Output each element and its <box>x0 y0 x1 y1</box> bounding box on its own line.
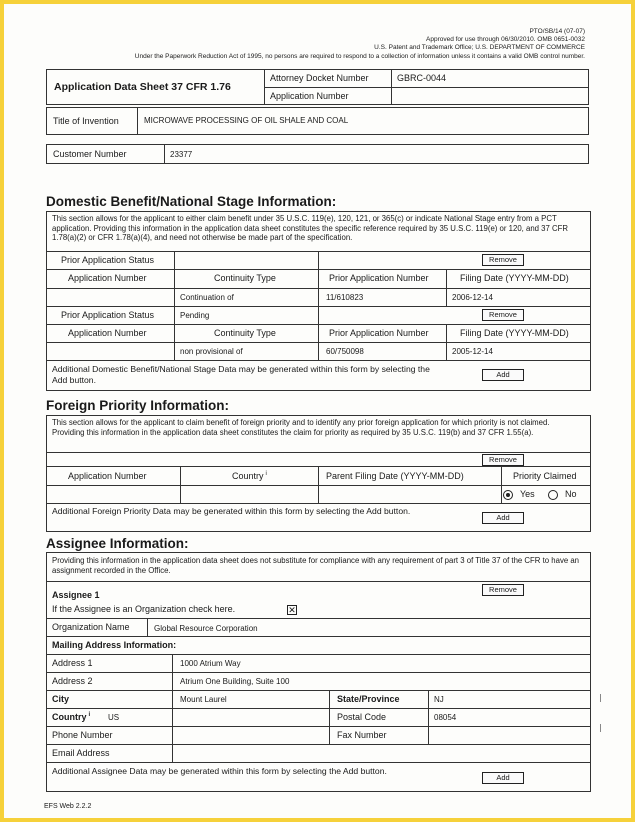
state-label: State/Province <box>337 694 400 704</box>
prior-status-label: Prior Application Status <box>61 255 155 265</box>
col-filing-date: Filing Date (YYYY-MM-DD) <box>460 273 569 283</box>
docket-label: Attorney Docket Number <box>270 73 369 83</box>
foreign-add-button[interactable]: Add <box>482 512 524 524</box>
continuity-type-value[interactable]: non provisional of <box>180 347 243 356</box>
domestic-intro: This section allows for the applicant to either claim benefit under 35 U.S.C. 119(e), 120, 121, or 365(c) or indicate National Stage entry from a PCT application. Providing this information in the application data sheet constitutes the specific reference required by 35 U.S.C. 119(e) or 120, and 37 CFR 1.78(a)(2) or CFR 1.78(a)(4), and need not otherwise be made part of the specification. <box>52 214 569 243</box>
mailing-address-label: Mailing Address Information: <box>52 640 177 650</box>
domestic-add-button[interactable]: Add <box>482 369 524 381</box>
prior-application-value[interactable]: 11/610823 <box>326 293 364 302</box>
assignee-remove-button[interactable]: Remove <box>482 584 524 596</box>
invention-value[interactable]: MICROWAVE PROCESSING OF OIL SHALE AND COAL <box>144 116 349 125</box>
priority-no-radio[interactable] <box>548 490 558 500</box>
foreign-col-country: Country $^i$ <box>232 471 267 481</box>
approval-note: Approved for use through 06/30/2010. OMB 0651-0032 <box>426 36 585 43</box>
customer-row <box>46 144 589 164</box>
col-application-number: Application Number <box>68 273 147 283</box>
footer-version: EFS Web 2.2.2 <box>44 803 92 810</box>
customer-value[interactable]: 23377 <box>170 150 193 159</box>
domestic-remove-button[interactable]: Remove <box>482 254 524 266</box>
foreign-col-application-number: Application Number <box>68 471 147 481</box>
address2-label: Address 2 <box>52 676 93 686</box>
address2-value[interactable]: Atrium One Building, Suite 100 <box>180 677 290 686</box>
postal-value[interactable]: 08054 <box>434 713 457 722</box>
assignee-label: Assignee 1 <box>52 590 100 600</box>
continuity-type-value[interactable]: Continuation of <box>180 293 234 302</box>
docket-value[interactable]: GBRC-0044 <box>397 73 447 83</box>
domestic-additional-note: Additional Domestic Benefit/National Stage Data may be generated within this form by selecting the Add button. <box>52 364 430 385</box>
application-number-label: Application Number <box>270 91 349 101</box>
city-label: City <box>52 694 70 704</box>
customer-label: Customer Number <box>53 149 127 159</box>
form-title: Application Data Sheet 37 CFR 1.76 <box>54 81 231 93</box>
form-id: PTO/SB/14 (07-07) <box>529 28 585 35</box>
priority-no-label: No <box>565 489 577 499</box>
org-check-label: If the Assignee is an Organization check here. <box>52 604 236 614</box>
foreign-intro: This section allows for the applicant to claim benefit of foreign priority and to identify any prior foreign application for which priority is not claimed. Providing this information in the application data sheet constitutes the claim for priority as required by 35 U.S.C. 119(b) and 37 CFR 1.55(a). <box>52 418 550 437</box>
domestic-section-title: Domestic Benefit/National Stage Information: <box>46 194 337 209</box>
prior-status-value[interactable]: Pending <box>180 311 210 320</box>
filing-date-value[interactable]: 2005-12-14 <box>452 347 493 356</box>
org-name-value[interactable]: Global Resource Corporation <box>154 624 258 633</box>
country-value[interactable]: US <box>108 713 120 722</box>
foreign-section-title: Foreign Priority Information: <box>46 398 230 413</box>
org-checkbox[interactable]: ✕ <box>288 605 296 615</box>
foreign-col-priority: Priority Claimed <box>513 471 577 481</box>
domestic-remove-button[interactable]: Remove <box>482 309 524 321</box>
foreign-remove-button[interactable]: Remove <box>482 454 524 466</box>
office-note: U.S. Patent and Trademark Office; U.S. DEPARTMENT OF COMMERCE <box>374 44 585 51</box>
prior-status-label: Prior Application Status <box>61 310 155 320</box>
info-icon[interactable]: i <box>88 712 91 718</box>
address1-value[interactable]: 1000 Atrium Way <box>180 659 241 668</box>
col-continuity-type: Continuity Type <box>214 328 276 338</box>
city-value[interactable]: Mount Laurel <box>180 695 227 704</box>
filing-date-value[interactable]: 2006-12-14 <box>452 293 493 302</box>
postal-label: Postal Code <box>337 712 387 722</box>
col-prior-application: Prior Application Number <box>329 273 429 283</box>
priority-yes-radio[interactable] <box>503 490 513 500</box>
scan-mark <box>600 724 601 732</box>
state-value[interactable]: NJ <box>434 695 444 704</box>
col-continuity-type: Continuity Type <box>214 273 276 283</box>
org-name-label: Organization Name <box>52 622 130 632</box>
info-icon[interactable]: i <box>265 471 267 477</box>
foreign-col-parent-date: Parent Filing Date (YYYY-MM-DD) <box>326 471 464 481</box>
phone-label: Phone Number <box>52 730 113 740</box>
col-filing-date: Filing Date (YYYY-MM-DD) <box>460 328 569 338</box>
paperwork-notice: Under the Paperwork Reduction Act of 1995, no persons are required to respond to a collection of information unless it contains a valid OMB control number. <box>134 53 585 60</box>
fax-label: Fax Number <box>337 730 387 740</box>
assignee-additional-note: Additional Assignee Data may be generated within this form by selecting the Add button. <box>52 766 387 776</box>
assignee-add-button[interactable]: Add <box>482 772 524 784</box>
col-prior-application: Prior Application Number <box>329 328 429 338</box>
scan-mark <box>600 694 601 702</box>
priority-yes-label: Yes <box>520 489 535 499</box>
foreign-additional-note: Additional Foreign Priority Data may be generated within this form by selecting the Add button. <box>52 506 411 516</box>
email-label: Email Address <box>52 748 110 758</box>
address1-label: Address 1 <box>52 658 93 668</box>
col-application-number: Application Number <box>68 328 147 338</box>
assignee-intro: Providing this information in the application data sheet does not substitute for compliance with any requirement of part 3 of Title 37 of the CFR to have an assignment recorded in the Office. <box>52 556 580 575</box>
invention-label: Title of Invention <box>53 116 119 126</box>
country-label: Country $^i$ <box>52 712 91 722</box>
assignee-section-title: Assignee Information: <box>46 536 189 551</box>
prior-application-value[interactable]: 60/750098 <box>326 347 364 356</box>
